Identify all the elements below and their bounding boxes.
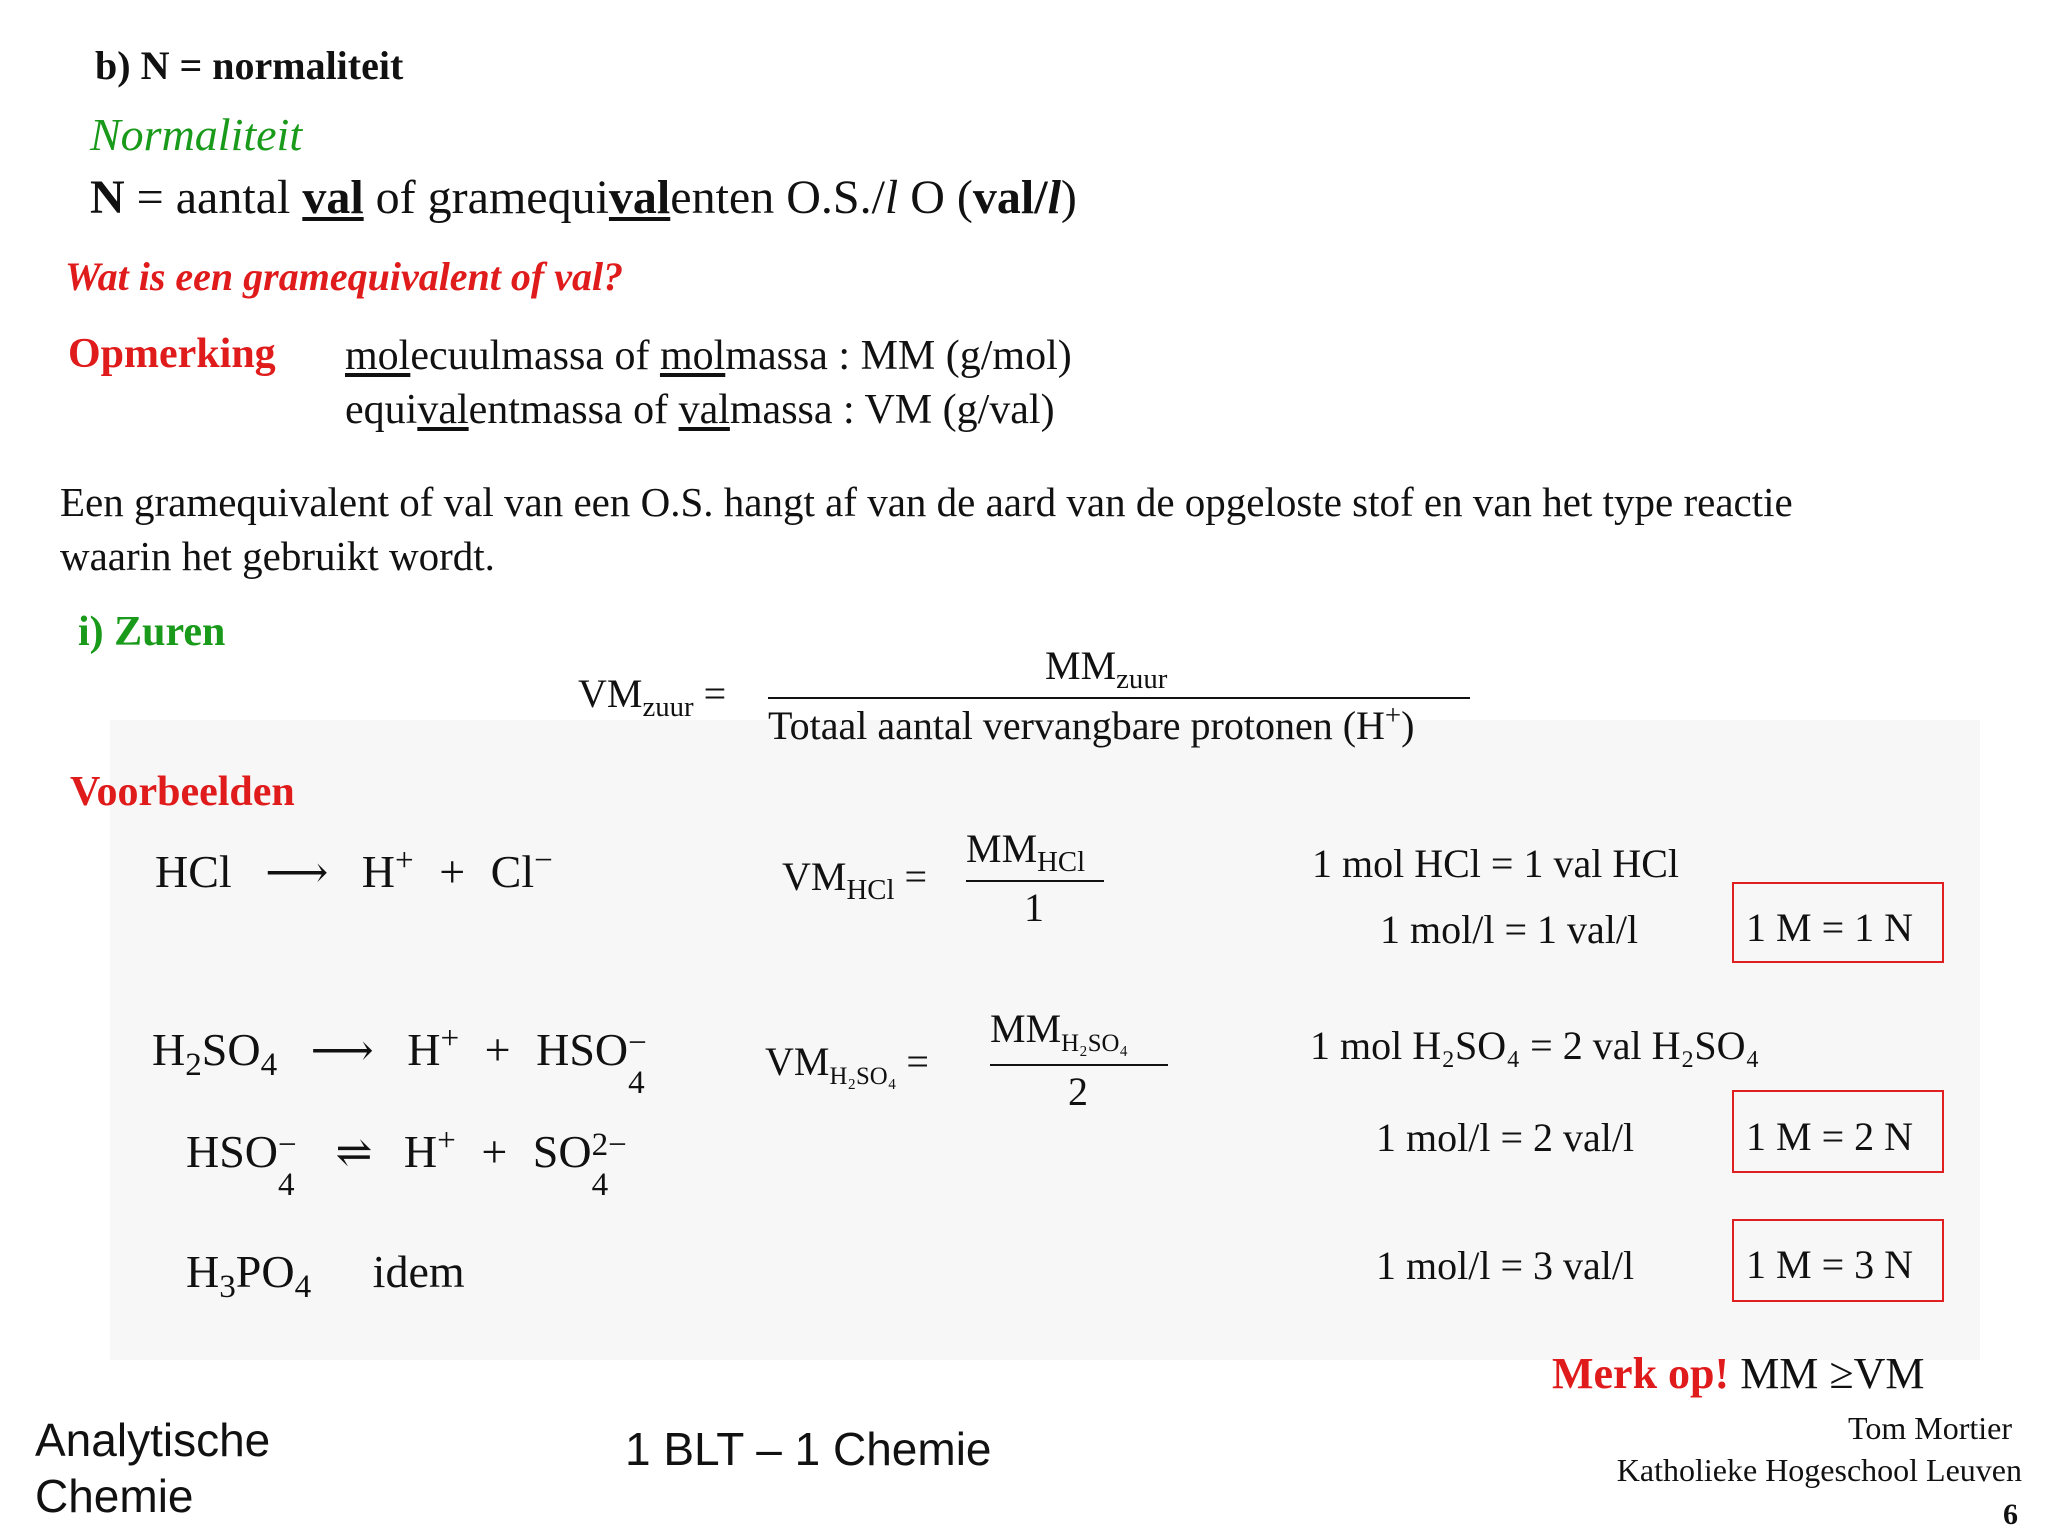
vm-hcl-lhs: $VM_{HCl}$ = [782,854,928,906]
h2so4-relation-conc: 1 mol/l = 2 val/l [1376,1115,1635,1160]
hcl-relation-conc: 1 mol/l = 1 val/l [1380,907,1639,952]
acids-heading: i) Zuren [78,609,226,655]
normaliteit-title: Normaliteit [90,109,303,160]
normality-definition: N = aantal val of gramequivalenten O.S./l O (val/l) [90,171,1077,224]
vm-h2so4-numerator: $MM_{H_2SO_4}$ [990,1006,1129,1057]
vm-hcl-denominator: 1 [1024,885,1044,930]
vm-zuur-denominator: Totaal aantal vervangbare protonen (H+) [768,699,1415,748]
footer-author: Tom Mortier [1848,1410,2012,1446]
remark-line-1: molecuulmassa of molmassa : MM (g/mol) [345,333,1072,379]
section-heading: b) N = normaliteit [95,43,404,88]
h3po4-result-text: 1 M = 3 N [1746,1242,1914,1287]
h3po4-reaction: $H_3PO_4$ idem [186,1246,465,1306]
paragraph-line-2: waarin het gebruikt wordt. [60,533,495,579]
footer-school: Katholieke Hogeschool Leuven [1616,1452,2022,1488]
footer-class: 1 BLT – 1 Chemie [625,1423,992,1475]
vm-hcl-numerator: $MM_{HCl}$ [966,826,1086,878]
page-number: 6 [2003,1498,2018,1531]
footer-course-title: Analytische Chemie [35,1414,271,1522]
h3po4-relation-conc: 1 mol/l = 3 val/l [1376,1243,1635,1288]
vm-h2so4-fraction-line [990,1064,1168,1066]
hcl-reaction: HCl ⟶ H+ + Cl− [155,841,553,897]
vm-zuur-fraction-line [768,697,1470,699]
hcl-relation-mol: 1 mol HCl = 1 val HCl [1312,841,1680,886]
h2so4-result-text: 1 M = 2 N [1746,1114,1914,1159]
note: Merk op! MM ≥VM [1552,1349,1925,1398]
h2so4-reaction: $H_2SO_4$ ⟶ H+ + HSO − [152,1019,647,1084]
remark-label: Opmerking [68,331,276,377]
examples-heading: Voorbeelden [70,769,295,815]
remark-line-2: equivalentmassa of valmassa : VM (g/val) [345,387,1055,433]
h2so4-relation-mol: 1 mol H₂SO₄ = 2 val H₂SO₄ [1310,1023,1760,1068]
vm-zuur-numerator: $MM_{zuur}$ [1045,643,1168,695]
vm-h2so4-denominator: 2 [1068,1069,1088,1114]
vm-zuur-lhs: $VM_{zuur}$ = [578,671,727,723]
hso4-reaction: HSO − ⇌ H+ + SO 2− [186,1121,627,1177]
vm-hcl-fraction-line [966,880,1104,882]
question-text: Wat is een gramequivalent of val? [65,254,624,299]
paragraph-line-1: Een gramequivalent of val van een O.S. hangt af van de aard van de opgeloste stof en van het type reactie [60,479,1793,525]
vm-h2so4-lhs: $VM_{H_2SO_4}$ = [765,1039,929,1090]
hcl-result-text: 1 M = 1 N [1746,905,1914,950]
